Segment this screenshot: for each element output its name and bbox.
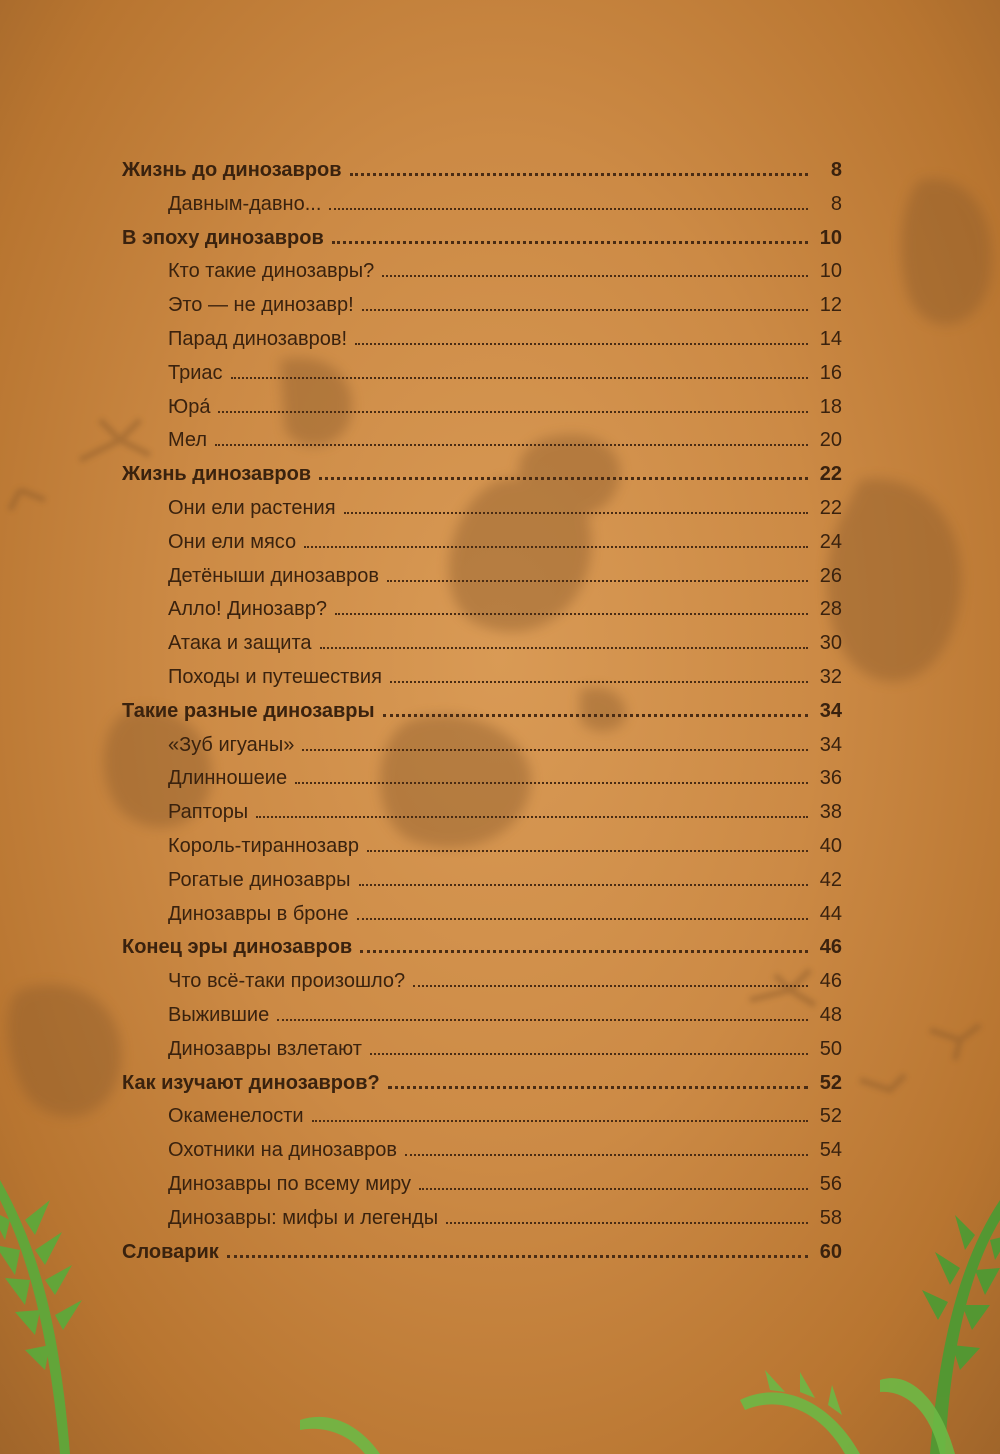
toc-entry-title: Давным-давно... bbox=[168, 192, 322, 215]
toc-subsection-entry[interactable] bbox=[168, 1031, 842, 1061]
dot-leader bbox=[357, 918, 808, 920]
dot-leader bbox=[332, 241, 808, 244]
toc-section-entry[interactable] bbox=[122, 929, 842, 959]
toc-page-number: 40 bbox=[819, 835, 842, 857]
toc-page-number: 8 bbox=[830, 159, 842, 181]
toc-page-number: 28 bbox=[819, 598, 842, 621]
toc-page-number: 50 bbox=[819, 1037, 842, 1060]
dot-leader bbox=[231, 377, 808, 379]
toc-page-number: 10 bbox=[819, 260, 842, 283]
toc-entry-title: Они ели мясо bbox=[168, 530, 297, 553]
toc-subsection-entry[interactable] bbox=[168, 794, 842, 824]
toc-page-number: 42 bbox=[819, 868, 842, 891]
dot-leader bbox=[367, 850, 808, 852]
toc-page-number: 34 bbox=[819, 699, 842, 722]
dot-leader bbox=[419, 1188, 808, 1190]
toc-entry-title: Динозавры в броне bbox=[168, 902, 349, 925]
toc-page-number: 46 bbox=[819, 936, 842, 959]
toc-entry-title: Длинношеие bbox=[168, 767, 288, 790]
toc-subsection-entry[interactable] bbox=[168, 287, 842, 317]
dot-leader bbox=[302, 749, 808, 751]
dot-leader bbox=[218, 411, 808, 413]
toc-page-number: 14 bbox=[819, 328, 842, 350]
toc-page-number: 30 bbox=[819, 632, 842, 655]
toc-page-number: 34 bbox=[819, 733, 842, 756]
toc-page-number: 12 bbox=[819, 294, 842, 317]
toc-page-number: 38 bbox=[819, 801, 842, 824]
toc-subsection-entry[interactable] bbox=[168, 963, 842, 993]
toc-subsection-entry[interactable] bbox=[168, 659, 842, 689]
toc-page-number: 52 bbox=[819, 1071, 842, 1094]
toc-page-number: 8 bbox=[830, 192, 842, 215]
dot-leader bbox=[350, 173, 808, 176]
dot-leader bbox=[387, 580, 808, 582]
dot-leader bbox=[413, 985, 808, 987]
toc-entry-title: В эпоху динозавров bbox=[122, 226, 324, 249]
dot-leader bbox=[359, 884, 808, 886]
toc-section-entry[interactable] bbox=[122, 693, 842, 723]
dot-leader bbox=[295, 782, 808, 784]
toc-page-number: 22 bbox=[819, 463, 842, 486]
toc-entry-title: Что всё-таки произошло? bbox=[168, 970, 406, 993]
toc-entry-title: Юра́ bbox=[168, 395, 211, 418]
toc-page-number: 44 bbox=[819, 902, 842, 925]
dot-leader bbox=[256, 816, 808, 818]
toc-section-entry[interactable] bbox=[122, 220, 842, 250]
toc-subsection-entry[interactable] bbox=[168, 828, 842, 858]
toc-entry-title: Динозавры взлетают bbox=[168, 1037, 362, 1060]
toc-page-number: 22 bbox=[819, 497, 842, 519]
toc-entry-title: Они ели растения bbox=[168, 497, 336, 519]
toc-entry-title: Рапторы bbox=[168, 801, 249, 824]
toc-subsection-entry[interactable] bbox=[168, 727, 842, 757]
toc-page-number: 54 bbox=[819, 1139, 842, 1162]
toc-subsection-entry[interactable] bbox=[168, 186, 842, 216]
toc-subsection-entry[interactable] bbox=[168, 355, 842, 385]
toc-subsection-entry[interactable] bbox=[168, 760, 842, 790]
toc-entry-title: Походы и путешествия bbox=[168, 666, 382, 688]
dot-leader bbox=[370, 1053, 808, 1055]
toc-entry-title: Как изучают динозавров? bbox=[122, 1071, 380, 1094]
toc-page-number: 20 bbox=[819, 429, 842, 452]
toc-page-number: 48 bbox=[819, 1004, 842, 1026]
toc-entry-title: Динозавры: мифы и легенды bbox=[168, 1206, 439, 1229]
toc-entry-title: Конец эры динозавров bbox=[122, 936, 353, 959]
dot-leader bbox=[362, 309, 808, 311]
dot-leader bbox=[304, 546, 808, 548]
toc-page-number: 10 bbox=[819, 226, 842, 249]
dot-leader bbox=[215, 444, 808, 446]
toc-entry-title: Мел bbox=[168, 429, 208, 452]
toc-subsection-entry[interactable] bbox=[168, 389, 842, 419]
toc-section-entry[interactable] bbox=[122, 152, 842, 182]
toc-page-number: 18 bbox=[819, 395, 842, 418]
dot-leader bbox=[344, 512, 808, 514]
toc-entry-title: Триас bbox=[168, 361, 223, 384]
toc-subsection-entry[interactable] bbox=[168, 490, 842, 520]
toc-subsection-entry[interactable] bbox=[168, 591, 842, 621]
toc-entry-title: «Зуб игуаны» bbox=[168, 733, 295, 756]
toc-section-entry[interactable] bbox=[122, 1065, 842, 1095]
dot-leader bbox=[405, 1154, 808, 1156]
dot-leader bbox=[319, 477, 808, 480]
toc-subsection-entry[interactable] bbox=[168, 321, 842, 351]
dot-leader bbox=[388, 1086, 808, 1089]
toc-subsection-entry[interactable] bbox=[168, 1200, 842, 1230]
toc-subsection-entry[interactable] bbox=[168, 558, 842, 588]
toc-subsection-entry[interactable] bbox=[168, 896, 842, 926]
toc-subsection-entry[interactable] bbox=[168, 997, 842, 1027]
toc-entry-title: Детёныши динозавров bbox=[168, 564, 380, 587]
toc-page-number: 52 bbox=[819, 1105, 842, 1128]
toc-subsection-entry[interactable] bbox=[168, 1166, 842, 1196]
toc-entry-title: Кто такие динозавры? bbox=[168, 260, 375, 283]
dot-leader bbox=[446, 1222, 808, 1224]
dot-leader bbox=[320, 647, 808, 649]
toc-page-number: 36 bbox=[819, 767, 842, 790]
toc-entry-title: Это — не динозавр! bbox=[168, 294, 354, 317]
toc-section-entry[interactable] bbox=[122, 456, 842, 486]
toc-entry-title: Парад динозавров! bbox=[168, 328, 348, 350]
toc-page-number: 56 bbox=[819, 1173, 842, 1195]
toc-page-number: 60 bbox=[819, 1240, 842, 1263]
toc-entry-title: Выжившие bbox=[168, 1004, 270, 1026]
toc-entry-title: Охотники на динозавров bbox=[168, 1139, 397, 1162]
toc-entry-title: Алло! Динозавр? bbox=[168, 598, 327, 621]
toc-entry-title: Атака и защита bbox=[168, 632, 312, 655]
toc-entry-title: Жизнь динозавров bbox=[122, 463, 312, 486]
toc-page-number: 16 bbox=[819, 361, 842, 384]
toc-subsection-entry[interactable] bbox=[168, 1132, 842, 1162]
toc-page-number: 26 bbox=[819, 564, 842, 587]
dot-leader bbox=[382, 275, 808, 277]
dot-leader bbox=[383, 714, 808, 717]
toc-subsection-entry[interactable] bbox=[168, 253, 842, 283]
toc-subsection-entry[interactable] bbox=[168, 1098, 842, 1128]
toc-subsection-entry[interactable] bbox=[168, 422, 842, 452]
dot-leader bbox=[355, 343, 808, 345]
toc-page-number: 32 bbox=[819, 666, 842, 688]
toc-subsection-entry[interactable] bbox=[168, 524, 842, 554]
toc-page-number: 58 bbox=[819, 1206, 842, 1229]
toc-section-entry[interactable] bbox=[122, 1234, 842, 1264]
toc-entry-title: Динозавры по всему миру bbox=[168, 1173, 412, 1195]
dot-leader bbox=[277, 1019, 808, 1021]
toc-entry-title: Жизнь до динозавров bbox=[122, 159, 342, 181]
toc-page-number: 46 bbox=[819, 970, 842, 993]
toc-subsection-entry[interactable] bbox=[168, 862, 842, 892]
toc-entry-title: Такие разные динозавры bbox=[122, 699, 375, 722]
dot-leader bbox=[329, 208, 808, 210]
dot-leader bbox=[335, 613, 808, 615]
toc-subsection-entry[interactable] bbox=[168, 625, 842, 655]
toc-entry-title: Король-тираннозавр bbox=[168, 835, 359, 857]
toc-entry-title: Рогатые динозавры bbox=[168, 868, 351, 891]
dot-leader bbox=[312, 1120, 808, 1122]
toc-entry-title: Окаменелости bbox=[168, 1105, 304, 1128]
toc-page-number: 24 bbox=[819, 530, 842, 553]
dot-leader bbox=[227, 1255, 808, 1258]
dot-leader bbox=[360, 950, 808, 953]
toc-entry-title: Словарик bbox=[122, 1240, 219, 1263]
dot-leader bbox=[390, 681, 808, 683]
